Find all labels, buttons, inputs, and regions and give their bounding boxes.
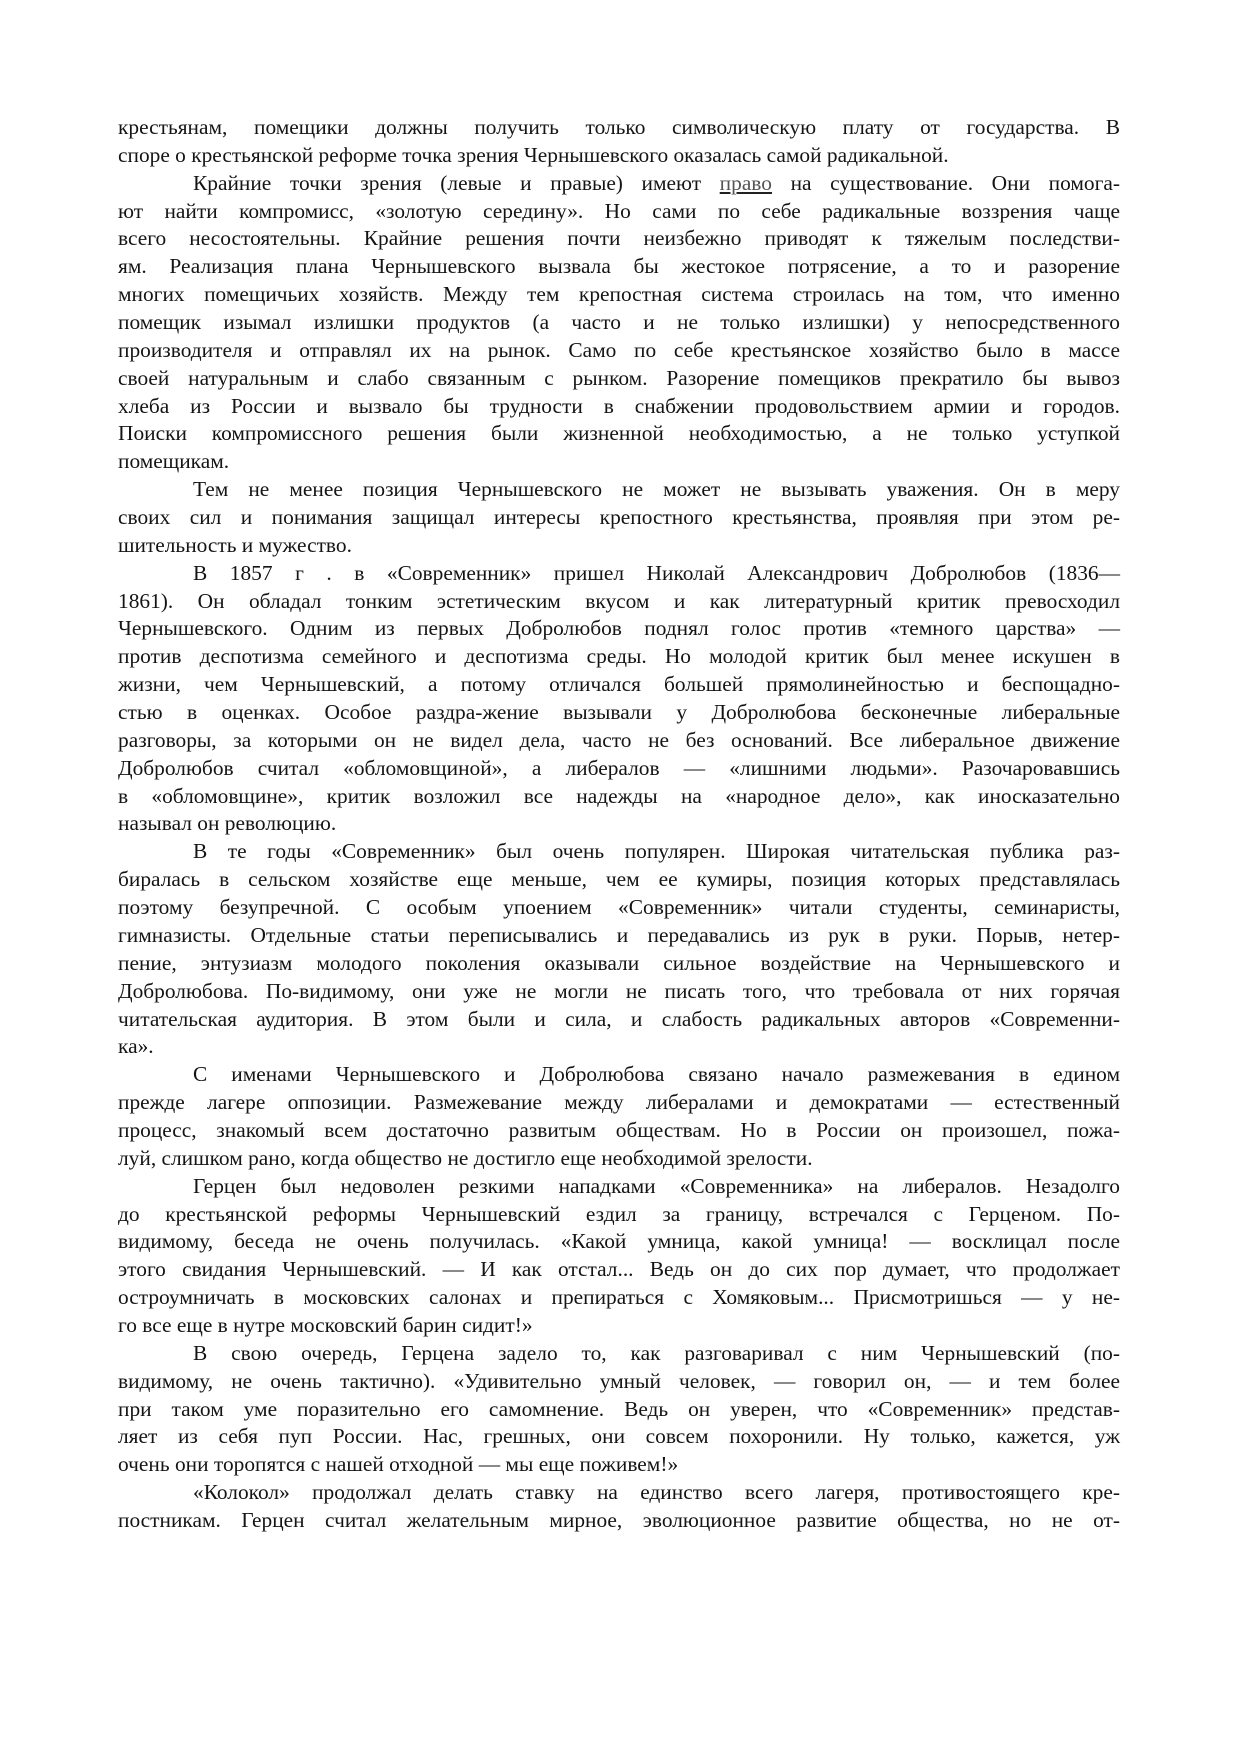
text-line: называл он революцию. [118, 811, 337, 836]
text-line: видимому, не очень тактично). «Удивительно умный человек, — говорил он, — и тем более [118, 1368, 1120, 1393]
text-line: пение, энтузиазм молодого поколения оказывали сильное воздействие на Чернышевского и [118, 950, 1120, 975]
text-line: стью в оценках. Особое раздра-жение вызывали у Добролюбова бесконечные либеральные [118, 700, 1120, 725]
paragraph [118, 170, 1120, 476]
paragraph [118, 1173, 1120, 1340]
text-line: очень они торопятся с нашей отходной — мы еще поживем!» [118, 1452, 679, 1477]
text-line: Добролюбов считал «обломовщиной», а либералов — «лишними людьми». Разочаровавшись [118, 755, 1120, 780]
text-line: хлеба из России и вызвало бы трудности в снабжении продовольствием армии и городов. [118, 393, 1120, 418]
text-line: видимому, беседа не очень получилась. «Какой умница, какой умница! — восклицал после [118, 1229, 1120, 1254]
text-line: остроумничать в московских салонах и препираться с Хомяковым... Присмотришься — у не- [118, 1285, 1120, 1310]
text-line: прежде лагере оппозиции. Размежевание между либералами и демократами — естественный [118, 1090, 1120, 1115]
text-line: Герцен был недоволен резкими нападками «Современника» на либералов. Незадолго [193, 1173, 1120, 1198]
text-line: 1861). Он обладал тонким эстетическим вкусом и как литературный критик превосходил [118, 588, 1120, 613]
text-line: Крайние точки зрения (левые и правые) имеют право на существование. Они помога- [193, 170, 1120, 195]
text-line: Тем не менее позиция Чернышевского не может не вызывать уважения. Он в меру [193, 477, 1120, 502]
text-line: гимназисты. Отдельные статьи переписывались и передавались из рук в руки. Порыв, нетер- [118, 922, 1120, 947]
text-line: при таком уме поразительно его самомнение. Ведь он уверен, что «Современник» представ- [118, 1396, 1120, 1421]
paragraph [118, 838, 1120, 1061]
text-line: биралась в сельском хозяйстве еще меньше, чем ее кумиры, позиция которых представлялась [118, 867, 1120, 892]
document-page [118, 114, 1120, 1535]
text-line: ка». [118, 1034, 154, 1059]
text-line: споре о крестьянской реформе точка зрения Чернышевского оказалась самой радикальной. [118, 142, 949, 167]
text-line: против деспотизма семейного и деспотизма среды. Но молодой критик был менее искушен в [118, 644, 1120, 669]
paragraph [118, 476, 1120, 560]
text-line: постникам. Герцен считал желательным мирное, эволюционное развитие общества, но не от- [118, 1507, 1120, 1532]
paragraph [118, 114, 1120, 170]
text-line: многих помещичьих хозяйств. Между тем крепостная система строилась на том, что именно [118, 282, 1120, 307]
hyperlink-pravo[interactable]: право [719, 170, 772, 195]
text-line: го все еще в нутре московский барин сидит!» [118, 1312, 533, 1337]
text-line: читательская аудитория. В этом были и сила, и слабость радикальных авторов «Современни- [118, 1006, 1120, 1031]
paragraph [118, 560, 1120, 839]
text-line: шительность и мужество. [118, 532, 352, 557]
paragraph [118, 1061, 1120, 1172]
paragraph [118, 1340, 1120, 1479]
paragraph [118, 1479, 1120, 1535]
text-line: разговоры, за которыми он не видел дела, часто не без оснований. Все либеральное движение [118, 727, 1120, 752]
text-line: помещик изымал излишки продуктов (а часто и не только излишки) у непосредственного [118, 310, 1120, 335]
text-line: своих сил и понимания защищал интересы крепостного крестьянства, проявляя при этом ре- [118, 505, 1120, 530]
text-line: В 1857 г . в «Современник» пришел Николай Александрович Добролюбов (1836— [193, 560, 1120, 585]
text-line: В те годы «Современник» был очень популярен. Широкая читательская публика раз- [193, 839, 1120, 864]
text-line: Чернышевского. Одним из первых Добролюбов поднял голос против «темного царства» — [118, 616, 1120, 641]
text-line: всего несостоятельны. Крайние решения почти неизбежно приводят к тяжелым последстви- [118, 226, 1120, 251]
text-line: С именами Чернышевского и Добролюбова связано начало размежевания в едином [193, 1062, 1120, 1087]
text-line: В свою очередь, Герцена задело то, как разговаривал с ним Чернышевский (по- [193, 1340, 1120, 1365]
text-line: крестьянам, помещики должны получить только символическую плату от государства. В [118, 115, 1120, 139]
text-line: жизни, чем Чернышевский, а потому отличался большей прямолинейностью и беспощадно- [118, 672, 1120, 697]
text-line: производителя и отправлял их на рынок. Само по себе крестьянское хозяйство было в массе [118, 337, 1120, 362]
text-line: луй, слишком рано, когда общество не достигло еще необходимой зрелости. [118, 1145, 813, 1170]
text-line: Поиски компромиссного решения были жизненной необходимостью, а не только уступкой [118, 421, 1120, 446]
text-line: этого свидания Чернышевский. — И как отстал... Ведь он до сих пор думает, что продолжает [118, 1257, 1120, 1282]
text-line: ляет из себя пуп России. Нас, грешных, они совсем похоронили. Ну только, кажется, уж [118, 1424, 1120, 1449]
text-line: в «обломовщине», критик возложил все надежды на «народное дело», как иносказательно [118, 783, 1120, 808]
text-line: ям. Реализация плана Чернышевского вызвала бы жестокое потрясение, а то и разорение [118, 254, 1120, 279]
text-line: помещикам. [118, 449, 230, 474]
text-line: поэтому безупречной. С особым упоением «Современник» читали студенты, семинаристы, [118, 895, 1120, 920]
text-line: «Колокол» продолжал делать ставку на единство всего лагеря, противостоящего кре- [193, 1480, 1120, 1505]
text-line: до крестьянской реформы Чернышевский ездил за границу, встречался с Герценом. По- [118, 1201, 1120, 1226]
text-line: ют найти компромисс, «золотую середину». Но сами по себе радикальные воззрения чаще [118, 198, 1120, 223]
text-line: процесс, знакомый всем достаточно развитым обществам. Но в России он произошел, пожа- [118, 1117, 1120, 1142]
text-line: своей натуральным и слабо связанным с рынком. Разорение помещиков прекратило бы вывоз [118, 365, 1120, 390]
text-line: Добролюбова. По-видимому, они уже не могли не писать того, что требовала от них горячая [118, 978, 1120, 1003]
